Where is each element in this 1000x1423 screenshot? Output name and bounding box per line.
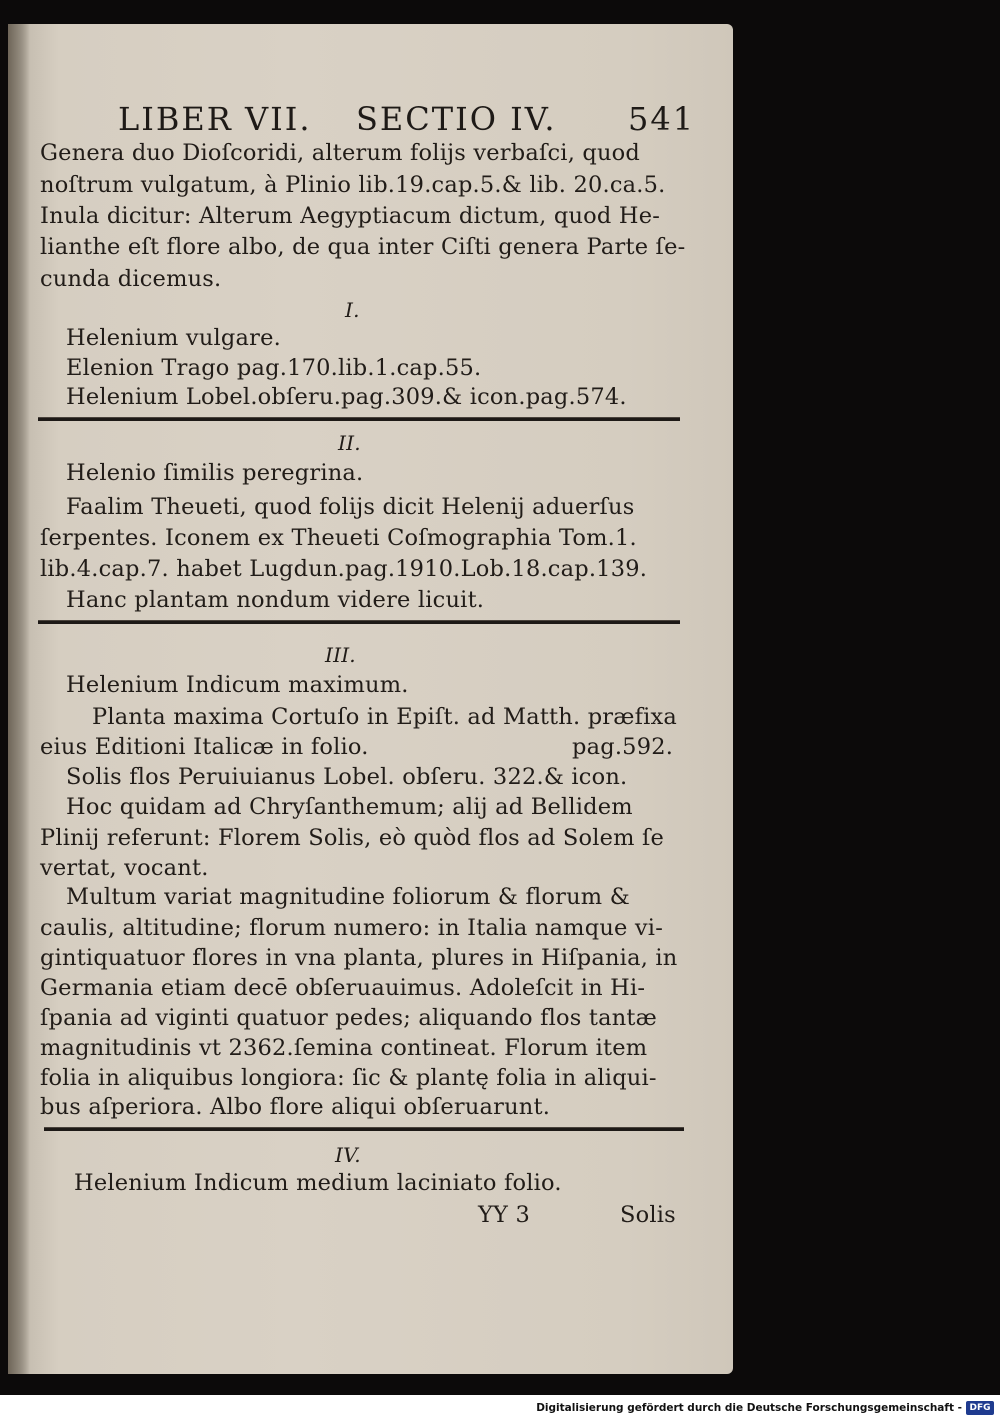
dfg-logo-icon: DFG [966, 1401, 994, 1415]
digitization-footer [0, 1395, 1000, 1423]
section-line: Helenium Indicum maximum. [66, 672, 409, 698]
section-numeral: II. [338, 431, 361, 455]
section-line: Helenio ſimilis peregrina. [66, 460, 364, 486]
signature-mark: YY 3 [478, 1202, 530, 1228]
intro-line: Inula dicitur: Alterum Aegyptiacum dictum, quod He- [40, 203, 661, 229]
running-head-liber: LIBER VII. [118, 100, 312, 138]
intro-line: cunda dicemus. [40, 266, 222, 292]
section-line: Hoc quidam ad Chryſanthemum; alij ad Bellidem [66, 794, 633, 820]
section-line: Helenium vulgare. [66, 325, 281, 351]
page-number: 541 [628, 100, 696, 138]
section-line: Faalim Theueti, quod folijs dicit Helenij aduerſus [66, 494, 635, 520]
catchword: Solis [620, 1202, 676, 1228]
section-line: bus aſperiora. Albo flore aliqui obſeruarunt. [40, 1094, 551, 1120]
section-line: magnitudinis vt 2362.ſemina contineat. Florum item [40, 1035, 648, 1061]
section-line: gintiquatuor flores in vna planta, plures in Hiſpania, in [40, 945, 678, 971]
intro-line: noſtrum vulgatum, à Plinio lib.19.cap.5.& lib. 20.ca.5. [40, 172, 666, 198]
section-numeral: IV. [335, 1143, 361, 1167]
section-line: Multum variat magnitudine foliorum & florum & [66, 884, 630, 910]
section-line: ſerpentes. Iconem ex Theueti Coſmographia Tom.1. [40, 525, 637, 551]
section-line: folia in aliquibus longiora: ſic & plantę folia in aliqui- [40, 1065, 657, 1091]
section-line: Planta maxima Cortuſo in Epiſt. ad Matth. præfixa [92, 704, 678, 730]
section-line: eius Editioni Italicæ in folio. [40, 734, 369, 760]
page-reference: pag.592. [572, 734, 674, 760]
section-line: lib.4.cap.7. habet Lugdun.pag.1910.Lob.18.cap.139. [40, 556, 648, 582]
section-numeral: I. [345, 298, 360, 322]
section-divider [38, 417, 680, 421]
section-line: ſpania ad viginti quatuor pedes; aliquando flos tantæ [40, 1005, 657, 1031]
section-line: vertat, vocant. [40, 855, 209, 881]
page-gutter [8, 24, 30, 1374]
section-numeral: III. [325, 643, 356, 667]
section-line: caulis, altitudine; florum numero: in Italia namque vi- [40, 915, 663, 941]
intro-line: lianthe eſt flore albo, de qua inter Ciſti genera Parte ſe- [40, 234, 686, 260]
running-head-sectio: SECTIO IV. [356, 100, 557, 138]
section-line: Hanc plantam nondum videre licuit. [66, 587, 485, 613]
section-divider [44, 1127, 684, 1131]
intro-line: Genera duo Dioſcoridi, alterum folijs verbaſci, quod [40, 140, 641, 166]
section-line: Plinij referunt: Florem Solis, eò quòd flos ad Solem ſe [40, 825, 665, 851]
section-line: Solis flos Peruiuianus Lobel. obſeru. 322.& icon. [66, 764, 628, 790]
section-line: Germania etiam decē obſeruauimus. Adoleſcit in Hi- [40, 975, 646, 1001]
section-line: Elenion Trago pag.170.lib.1.cap.55. [66, 355, 482, 381]
section-line: Helenium Lobel.obſeru.pag.309.& icon.pag.574. [66, 384, 627, 410]
section-line: Helenium Indicum medium laciniato folio. [74, 1170, 562, 1196]
section-divider [38, 620, 680, 624]
credit-text: Digitalisierung gefördert durch die Deutsche Forschungsgemeinschaft - [536, 1402, 962, 1414]
